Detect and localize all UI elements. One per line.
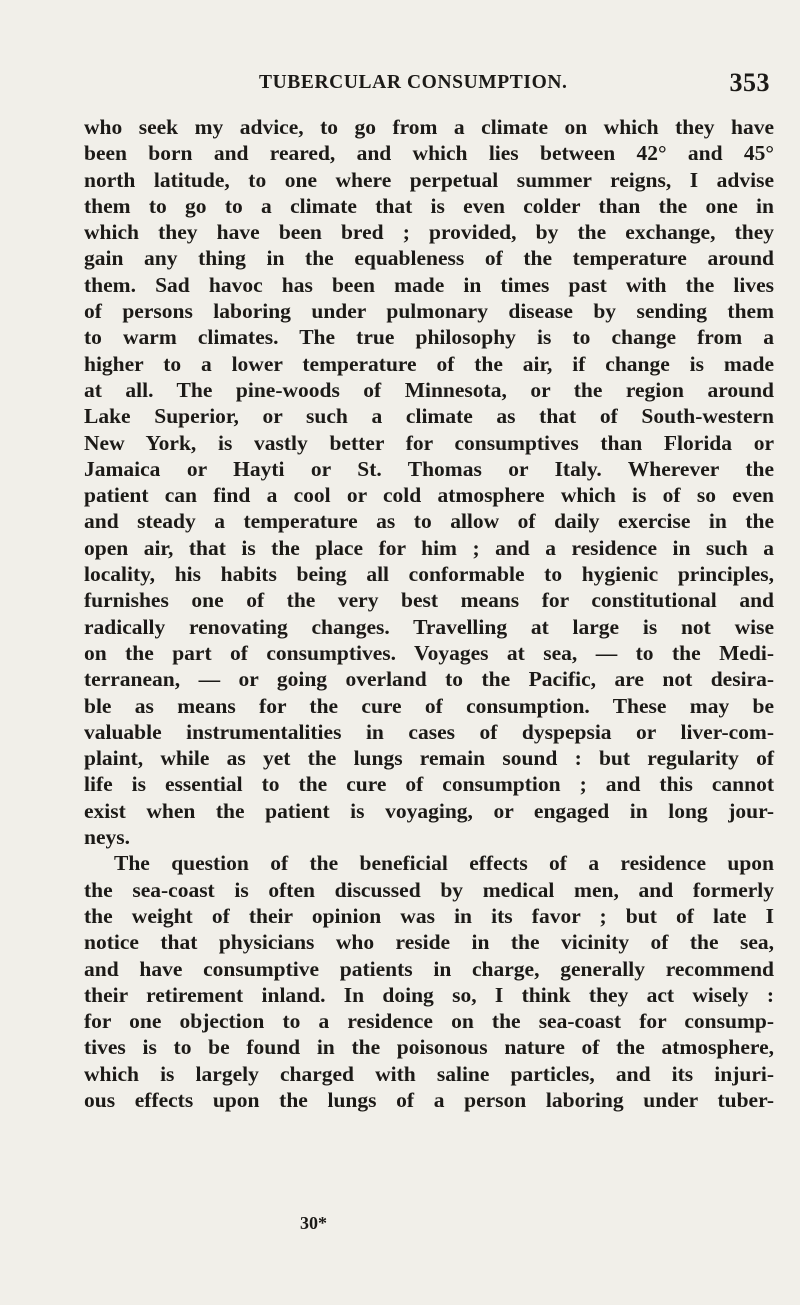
text-line: which they have been bred ; provided, by the exchange, they — [84, 220, 774, 245]
text-line: on the part of consumptives. Voyages at sea, — to the Medi- — [84, 640, 774, 665]
text-line: furnishes one of the very best means for constitutional and — [84, 588, 774, 613]
text-line: terranean, — or going overland to the Pacific, are not desira- — [84, 667, 774, 692]
text-line: Lake Superior, or such a climate as that of South-western — [84, 404, 774, 429]
text-line: ous effects upon the lungs of a person laboring under tuber- — [84, 1087, 774, 1112]
text-line: for one objection to a residence on the sea-coast for consump- — [84, 1009, 774, 1034]
text-line: tives is to be found in the poisonous nature of the atmosphere, — [84, 1035, 774, 1060]
text-line: Jamaica or Hayti or St. Thomas or Italy. Wherever the — [84, 456, 774, 481]
text-line: notice that physicians who reside in the vicinity of the sea, — [84, 930, 774, 955]
text-line: been born and reared, and which lies between 42° and 45° — [84, 141, 774, 166]
page-number: 353 — [729, 68, 770, 97]
text-line: radically renovating changes. Travelling at large is not wise — [84, 614, 774, 639]
running-title: TUBERCULAR CONSUMPTION. — [259, 72, 568, 93]
text-line: the weight of their opinion was in its favor ; but of late I — [84, 903, 774, 928]
text-line: valuable instrumentalities in cases of dyspepsia or liver-com- — [84, 719, 774, 744]
text-line: patient can find a cool or cold atmosphere which is of so even — [84, 483, 774, 508]
text-line: which is largely charged with saline particles, and its injuri- — [84, 1061, 774, 1086]
text-line: plaint, while as yet the lungs remain sound : but regularity of — [84, 746, 774, 771]
text-line: and have consumptive patients in charge, generally recommend — [84, 956, 774, 981]
text-line: at all. The pine-woods of Minnesota, or the region around — [84, 377, 774, 402]
text-line: life is essential to the cure of consumption ; and this cannot — [84, 772, 774, 797]
text-line: them to go to a climate that is even colder than the one in — [84, 193, 774, 218]
text-line: them. Sad havoc has been made in times past with the lives — [84, 272, 774, 297]
body-text — [84, 114, 774, 1113]
text-line: gain any thing in the equableness of the temperature around — [84, 246, 774, 271]
text-line: their retirement inland. In doing so, I think they act wisely : — [84, 982, 774, 1007]
text-line: to warm climates. The true philosophy is to change from a — [84, 325, 774, 350]
text-line: ble as means for the cure of consumption. These may be — [84, 693, 774, 718]
text-line: the sea-coast is often discussed by medical men, and formerly — [84, 877, 774, 902]
text-line: open air, that is the place for him ; and a residence in such a — [84, 535, 774, 560]
paragraph-start-line: The question of the beneficial effects of a residence upon — [114, 851, 774, 876]
text-line: who seek my advice, to go from a climate on which they have — [84, 115, 774, 139]
text-line: locality, his habits being all conformable to hygienic principles, — [84, 562, 774, 587]
text-line: exist when the patient is voyaging, or engaged in long jour- — [84, 798, 774, 823]
text-line: of persons laboring under pulmonary disease by sending them — [84, 299, 774, 324]
text-line: New York, is vastly better for consumptives than Florida or — [84, 430, 774, 455]
running-head — [84, 68, 774, 102]
text-line: higher to a lower temperature of the air, if change is made — [84, 351, 774, 376]
paragraph-end-line: neys. — [84, 825, 130, 850]
signature-mark: 30* — [300, 1213, 327, 1233]
text-line: north latitude, to one where perpetual summer reigns, I advise — [84, 167, 774, 192]
text-line: and steady a temperature as to allow of daily exercise in the — [84, 509, 774, 534]
